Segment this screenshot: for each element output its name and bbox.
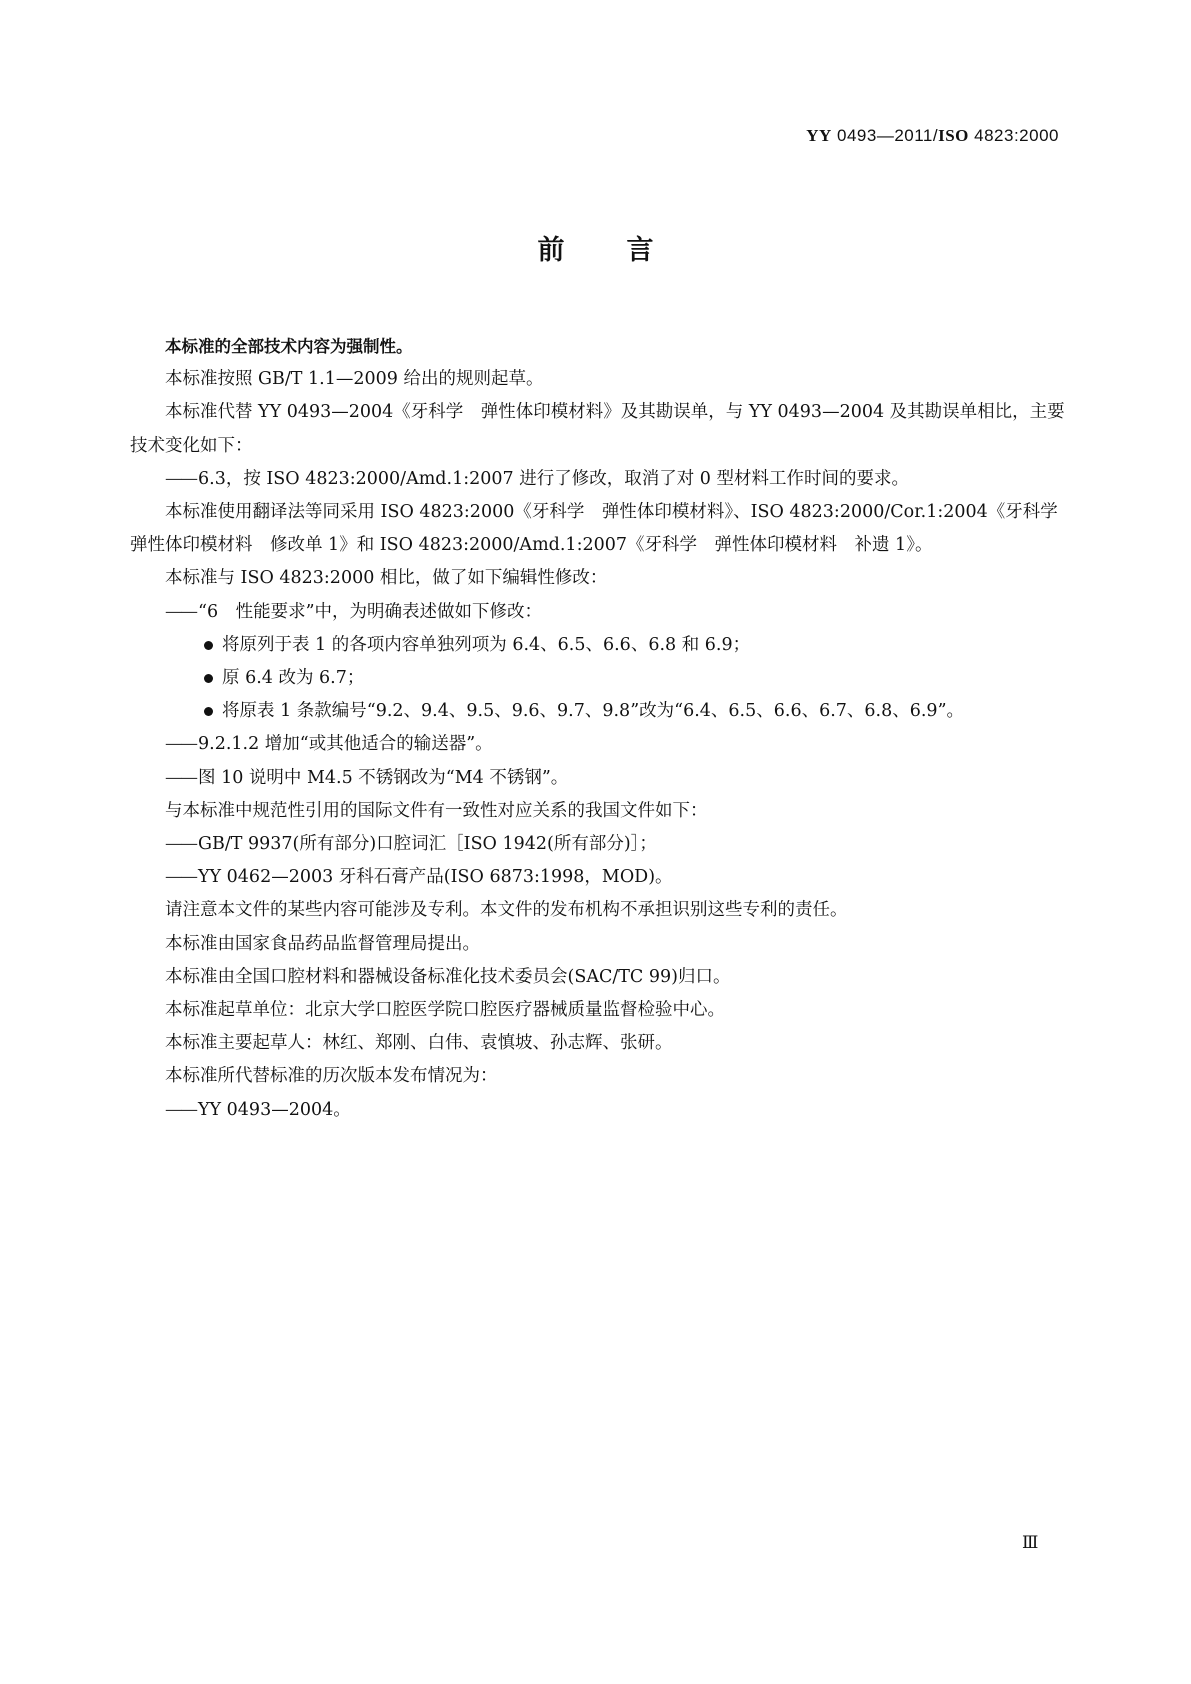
paragraph-drafting-unit: 本标准起草单位：北京大学口腔医学院口腔医疗器械质量监督检验中心。 — [165, 1000, 725, 1021]
bullet-item — [130, 695, 1065, 728]
list-item-figure-10: —— 图 10 说明中 M4.5 不锈钢改为“M4 不锈钢”。 — [130, 762, 1065, 795]
paragraph-national-documents: 与本标准中规范性引用的国际文件有一致性对应关系的我国文件如下： — [165, 800, 708, 821]
paragraph-previous-editions: 本标准所代替标准的历次版本发布情况为： — [165, 1066, 498, 1087]
title-char-1: 前 — [537, 235, 565, 266]
bullet-icon — [204, 641, 213, 650]
paragraph-replaces: 本标准代替 YY 0493—2004《牙科学 弹性体印模材料》及其勘误单，与 YY 0493—2004 及其勘误单相比，主要技术变化如下： — [130, 402, 1065, 456]
bullet-item — [130, 662, 1065, 695]
paragraph-mandatory-statement: 本标准的全部技术内容为强制性。 — [165, 337, 413, 356]
paragraph-drafting-rules: 本标准按照 GB/T 1.1—2009 给出的规则起草。 — [165, 369, 544, 390]
standard-code-number: 0493—2011/ — [831, 126, 939, 145]
list-item-yy-0493-2004: —— YY 0493—2004。 — [130, 1094, 1065, 1127]
page-number: Ⅲ — [1022, 1533, 1039, 1553]
list-item-change-6-3: —— 6.3，按 ISO 4823:2000/Amd.1:2007 进行了修改，取消了对 0 型材料工作时间的要求。 — [130, 463, 1065, 496]
bullet-icon — [204, 674, 213, 683]
standard-code-iso: ISO — [938, 126, 969, 145]
bullet-text: 将原列于表 1 的各项内容单独列项为 6.4、6.5、6.6、6.8 和 6.9； — [222, 634, 751, 655]
paragraph-proposed-by: 本标准由国家食品药品监督管理局提出。 — [165, 933, 480, 954]
paragraph-patent-notice: 请注意本文件的某些内容可能涉及专利。本文件的发布机构不承担识别这些专利的责任。 — [165, 900, 848, 921]
list-item-gbt-9937: —— GB/T 9937(所有部分)口腔词汇［ISO 1942(所有部分)］； — [130, 828, 1065, 861]
bullet-text: 原 6.4 改为 6.7； — [222, 668, 365, 689]
bullet-icon — [204, 707, 213, 716]
standard-code-header — [806, 126, 1059, 146]
list-item-9-2-1-2: —— 9.2.1.2 增加“或其他适合的输送器”。 — [130, 728, 1065, 761]
paragraph-editorial-changes: 本标准与 ISO 4823:2000 相比，做了如下编辑性修改： — [165, 568, 608, 589]
list-item-yy-0462: —— YY 0462—2003 牙科石膏产品(ISO 6873:1998，MOD)。 — [130, 861, 1065, 894]
title-char-2: 言 — [626, 235, 654, 266]
paragraph-adoption: 本标准使用翻译法等同采用 ISO 4823:2000《牙科学 弹性体印模材料》、ISO 4823:2000/Cor.1:2004《牙科学 弹性体印模材料 修改单 1》和 ISO 4823:2000/Amd.1:2007《牙科学 弹性体印模材料 补遗 1》。 — [130, 502, 1076, 556]
list-item-section-6: —— “6 性能要求”中，为明确表述做如下修改： — [130, 596, 1065, 629]
bullet-text: 将原表 1 条款编号“9.2、9.4、9.5、9.6、9.7、9.8”改为“6.4、6.5、6.6、6.7、6.8、6.9”。 — [222, 701, 965, 722]
paragraph-centralized-by: 本标准由全国口腔材料和器械设备标准化技术委员会(SAC/TC 99)归口。 — [165, 966, 731, 987]
paragraph-drafters: 本标准主要起草人：林红、郑刚、白伟、袁慎坡、孙志辉、张研。 — [165, 1033, 673, 1054]
foreword-body — [130, 330, 1076, 1127]
standard-code-yy: YY — [806, 126, 832, 145]
standard-code-iso-number: 4823:2000 — [968, 126, 1059, 145]
bullet-item — [130, 629, 1065, 662]
page-title — [0, 228, 1191, 267]
